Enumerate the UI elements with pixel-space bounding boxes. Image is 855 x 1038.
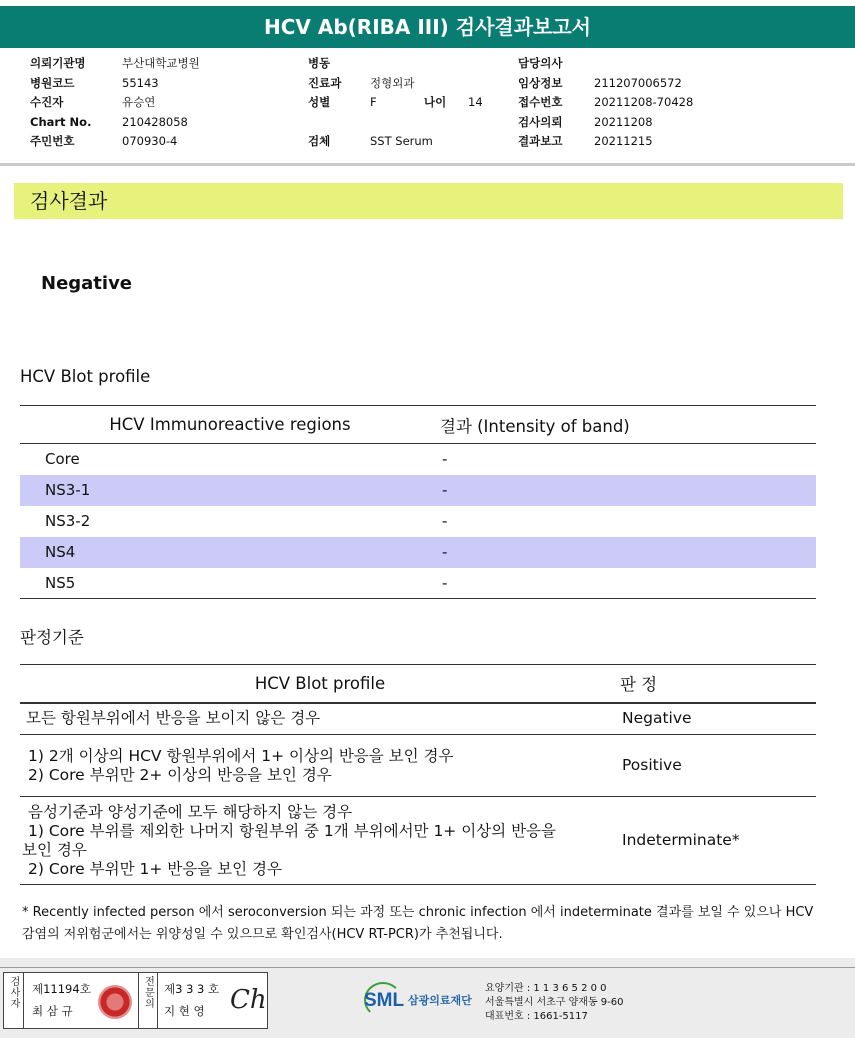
info-value: 210428058 — [122, 114, 188, 129]
info-label: 병원코드 — [30, 75, 75, 90]
result-section-heading: 검사결과 — [14, 183, 843, 219]
info-label: 수진자 — [30, 95, 64, 109]
column-header: HCV Immunoreactive regions — [20, 406, 440, 444]
criteria-heading: 판정기준 — [20, 628, 84, 647]
table-header-row — [20, 665, 816, 703]
region-cell: NS5 — [20, 568, 440, 599]
result-cell: - — [440, 475, 816, 506]
table-row — [20, 537, 816, 568]
result-cell: - — [442, 450, 448, 469]
info-value: 정형외과 — [370, 75, 415, 90]
info-value: 211207006572 — [594, 75, 682, 90]
region-cell: NS4 — [20, 537, 440, 568]
divider — [0, 163, 855, 166]
judgement-cell: Positive — [620, 735, 816, 797]
specialist-name: 지 현 영 — [164, 1004, 205, 1018]
specialist-label — [138, 973, 158, 1028]
blot-profile-heading: HCV Blot profile — [20, 367, 151, 386]
criteria-line: 1) Core 부위를 제외한 나머지 항원부위 중 1개 부위에서만 1+ 이상의 반응을 — [28, 821, 556, 840]
column-header: 결과 (Intensity of band) — [440, 406, 816, 444]
table-row — [20, 444, 816, 475]
result-cell: - — [440, 537, 816, 568]
info-value: 20211208 — [594, 114, 653, 129]
info-value: F — [370, 95, 377, 109]
org-info — [485, 982, 624, 1024]
table-row — [20, 475, 816, 506]
report-title: HCV Ab(RIBA III) 검사결과보고서 — [0, 6, 855, 48]
region-cell: NS3-1 — [20, 475, 440, 506]
criteria-line: 1) 2개 이상의 HCV 항원부위에서 1+ 이상의 반응을 보인 경우 — [28, 746, 454, 765]
info-label: 결과보고 — [518, 134, 563, 148]
logo-name: 삼광의료재단 — [408, 994, 472, 1007]
age-label: 나이 — [424, 95, 447, 109]
criteria-line: 2) Core 부위만 2+ 이상의 반응을 보인 경우 — [28, 765, 332, 784]
judgement-cell: Negative — [620, 703, 816, 735]
info-value: 20211208-70428 — [594, 95, 694, 109]
criteria-line: 2) Core 부위만 1+ 반응을 보인 경우 — [28, 859, 282, 878]
criteria-line: 보인 경우 — [22, 840, 87, 859]
sml-logo — [364, 982, 484, 1022]
info-label: 접수번호 — [518, 95, 563, 109]
footnote: * Recently infected person 에서 seroconversion 되는 과정 또는 chronic infection 에서 indeterminate 결과를 보일 수 있으나 HCV 감염의 저위험군에서는 위양성일 수 있으므로 확인검사(HCV RT-PCR)가 추천됩니다. — [22, 905, 814, 942]
info-value: 20211215 — [594, 134, 653, 148]
info-label: 병동 — [308, 56, 331, 70]
info-column-3 — [518, 54, 838, 152]
logo-mark: SML — [364, 990, 405, 1011]
info-label: 검체 — [308, 134, 331, 148]
info-label: 담당의사 — [518, 56, 563, 70]
info-value: SST Serum — [370, 134, 433, 148]
age-value: 14 — [468, 95, 483, 109]
specialist-label-text: 전문의 — [142, 976, 154, 1009]
inspector-license: 제11194호 — [32, 982, 91, 996]
region-cell: NS3-2 — [45, 512, 91, 530]
inspector-name: 최 삼 규 — [32, 1004, 73, 1018]
inspector-label — [4, 973, 24, 1028]
org-line: 서울특별시 서초구 양재동 9-60 — [485, 997, 624, 1008]
info-label: 주민번호 — [30, 134, 75, 148]
info-label: Chart No. — [30, 114, 92, 129]
divider — [0, 967, 855, 968]
info-label: 임상정보 — [518, 75, 563, 90]
column-header: 판 정 — [620, 665, 816, 703]
judgement-cell: Indeterminate* — [620, 797, 816, 885]
info-label: 진료과 — [308, 75, 342, 90]
info-column-2 — [308, 54, 498, 152]
inspector-label-text: 검사자 — [8, 976, 19, 1009]
table-row — [20, 703, 816, 735]
result-cell: - — [442, 512, 448, 530]
criteria-line: 모든 항원부위에서 반응을 보이지 않은 경우 — [26, 709, 321, 728]
info-label: 의뢰기관명 — [30, 56, 86, 70]
info-column-1 — [30, 54, 290, 152]
region-cell: Core — [45, 450, 80, 469]
seal-stamp — [98, 985, 132, 1019]
table-row — [20, 568, 816, 599]
info-value: 유승연 — [122, 95, 156, 109]
handwritten-signature: Ch — [230, 985, 267, 1015]
info-label: 성별 — [308, 95, 331, 109]
info-label: 검사의뢰 — [518, 114, 563, 129]
org-line: 요양기관 : 1 1 3 6 5 2 0 0 — [485, 983, 607, 994]
info-value: 55143 — [122, 75, 159, 90]
org-line: 대표번호 : 1661-5117 — [485, 1011, 588, 1022]
table-header-row — [20, 406, 816, 444]
result-cell: - — [440, 568, 816, 599]
criteria-line: 음성기준과 양성기준에 모두 해당하지 않는 경우 — [28, 802, 353, 821]
blot-profile-table — [20, 405, 816, 599]
criteria-table — [20, 664, 816, 885]
table-row — [20, 797, 816, 885]
result-value: Negative — [41, 273, 133, 294]
info-value: 부산대학교병원 — [122, 56, 200, 70]
specialist-license: 제3 3 3 호 — [164, 982, 220, 996]
column-header: HCV Blot profile — [20, 665, 620, 703]
signature-box — [3, 972, 268, 1029]
table-row — [20, 506, 816, 537]
table-row — [20, 735, 816, 797]
info-value: 070930-4 — [122, 134, 178, 148]
